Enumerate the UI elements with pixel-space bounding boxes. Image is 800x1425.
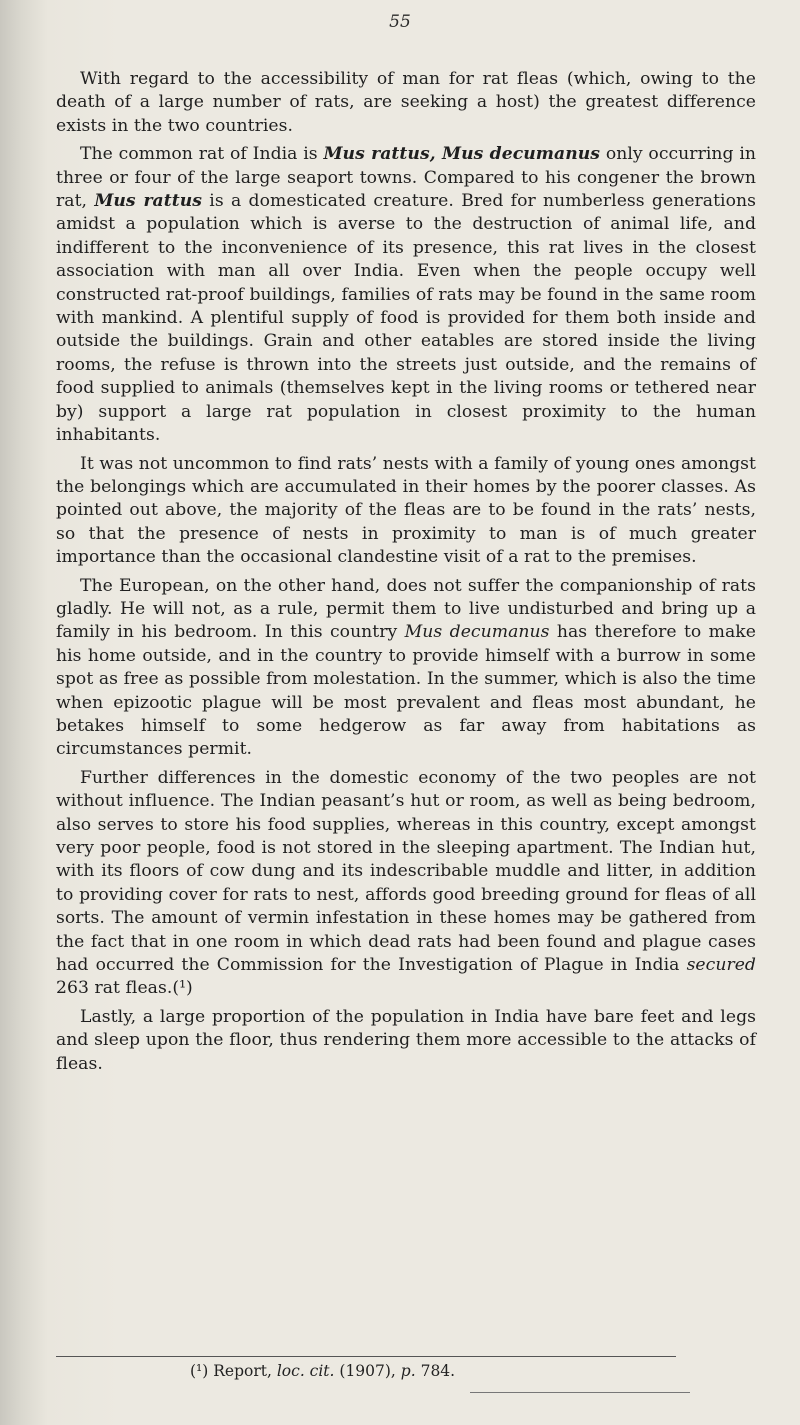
footnote-marker: (¹) <box>190 1362 209 1380</box>
footnote-divider <box>56 1356 676 1357</box>
paragraph-text: Further differences in the domestic economy of the two peoples are not without influence. The Indian peasant’s hut or room, as well as being bedroom, also serves to store his food supplies, whereas in this country, except amongst very poor people, food is not stored in the sleeping apartment. The Indian hut, with its floors of cow dung and its indescribable muddle and litter, in addition to providing cover for rats to nest, affords good breeding ground for fleas of all sorts. The amount of vermin infestation in these homes may be gathered from the fact that in one room in which dead rats had been found and plague cases had occurred the Commission for the Investigation of Plague in India <box>56 767 756 976</box>
paragraph-accessibility <box>56 68 756 138</box>
footnote-text: Report, <box>208 1362 277 1380</box>
paragraph-rat-nests <box>56 453 756 570</box>
paragraph-text: With regard to the accessibility of man for rat fleas (which, owing to the death of a large number of rats, are seeking a host) the greatest difference exists in the two countries. <box>56 69 756 136</box>
paragraph-text: only occurring in three or four of the large seaport towns. Compared to his congener the brown rat, <box>56 144 757 212</box>
paragraph-text: 263 rat fleas.(¹) <box>56 978 193 999</box>
bottom-divider <box>470 1392 690 1393</box>
footnote-citation: loc. cit. <box>276 1362 335 1380</box>
paragraph-text: The European, on the other hand, does not suffer the companionship of rats gladly. He will not, as a rule, permit them to live undisturbed and bring up a family in his bedroom. In this country <box>56 575 756 643</box>
footnote-text: 784. <box>415 1362 456 1380</box>
body-text <box>56 68 756 1076</box>
species-name: Mus rattus <box>94 191 202 212</box>
paragraph-text: It was not uncommon to find rats’ nests with a family of young ones amongst the belongings which are accumulated in their homes by the poorer classes. As pointed out above, the majority of the fleas are to be found in the rats’ nests, so that the presence of nests in proximity to man is of much greater importance than the occasional clandestine visit of a rat to the premises. <box>56 453 756 568</box>
page-number: 55 <box>389 12 411 32</box>
species-name: Mus rattus, Mus decumanus <box>323 144 601 165</box>
species-name: Mus decumanus <box>404 622 550 643</box>
footnote-page-abbrev: p. <box>400 1362 416 1380</box>
paragraph-text: has therefore to make his home outside, and in the country to provide himself with a burrow in some spot as free as possible from molestation. In the summer, which is also the time when epizootic plague will be most prevalent and fleas most abundant, he betakes himself to some hedgerow as far away from habitations as circumstances permit. <box>56 622 756 760</box>
emphasis-text: secured <box>686 955 756 976</box>
paragraph-text: The common rat of India is <box>80 144 324 165</box>
paragraph-common-rat <box>56 143 756 447</box>
paragraph-text: Lastly, a large proportion of the population in India have bare feet and legs and sleep upon the floor, thus rendering them more accessible to the attacks of fleas. <box>56 1006 756 1074</box>
paragraph-european <box>56 575 756 762</box>
paragraph-bare-feet <box>56 1006 756 1076</box>
footnote <box>190 1362 455 1380</box>
paragraph-domestic-economy <box>56 767 756 1001</box>
paragraph-text: is a domesticated creature. Bred for numberless generations amidst a population which is averse to the destruction of animal life, and indifferent to the inconvenience of its presence, this rat lives in the closest association with man all over India. Even when the people occupy well constructed rat-proof buildings, families of rats may be found in the same room with mankind. A plentiful supply of food is provided for them both inside and outside the buildings. Grain and other eatables are stored inside the living rooms, the refuse is thrown into the streets just outside, and the remains of food supplied to animals (themselves kept in the living rooms or tethered near by) support a large rat population in closest proximity to the human inhabitants. <box>56 191 756 446</box>
footnote-text: (1907), <box>334 1362 401 1380</box>
